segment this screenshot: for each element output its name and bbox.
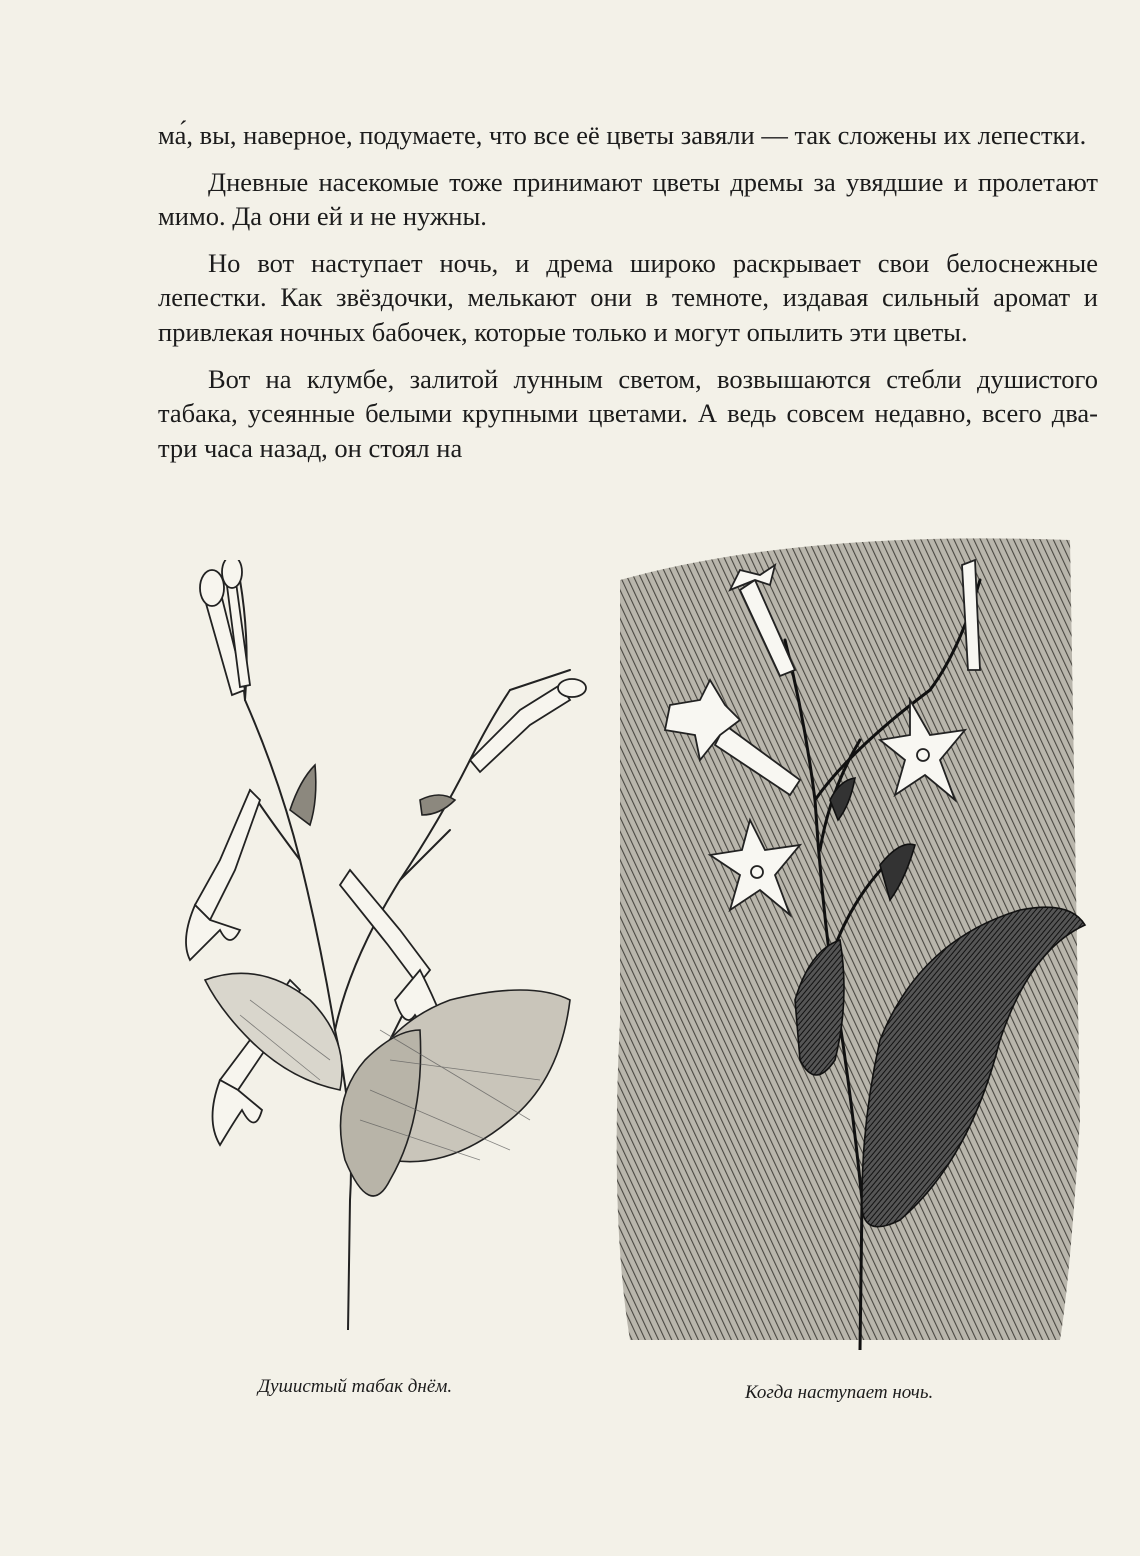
paragraph-3: Но вот наступает ночь, и дрема широко раскрывает свои белоснежные лепестки. Как звёздочки, мелькают они в темноте, издавая сильный аромат и привлекая ночных бабочек, которые только и могут опылить эти цветы. xyxy=(158,247,1098,347)
paragraph-2: Дневные насекомые тоже принимают цветы дремы за увядшие и пролетают мимо. Да они ей и не нужны. xyxy=(158,166,1098,232)
caption-day: Душистый табак днём. xyxy=(258,1376,453,1397)
tobacco-day-illustration xyxy=(150,560,600,1330)
paragraph-4: Вот на клумбе, залитой лунным светом, возвышаются стебли душистого табака, усеянные белыми крупными цветами. А ведь совсем недавно, всего два-три часа назад, он стоял на xyxy=(158,363,1098,463)
body-text xyxy=(158,118,1098,477)
caption-night: Когда наступает ночь. xyxy=(745,1382,934,1403)
tobacco-night-illustration xyxy=(600,520,1090,1350)
paragraph-1: ма́, вы, наверное, подумаете, что все её цветы завяли — так сложены их лепестки. xyxy=(158,120,1087,150)
